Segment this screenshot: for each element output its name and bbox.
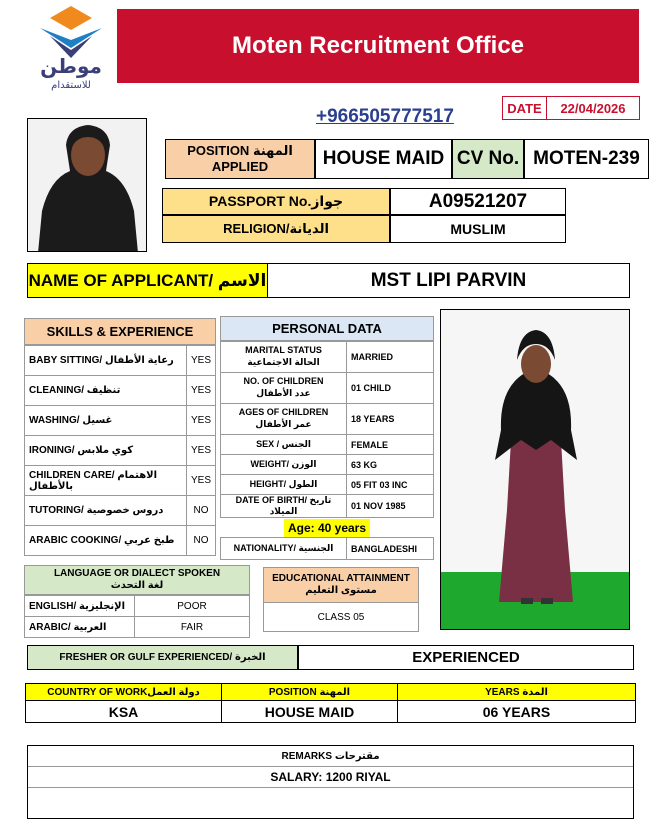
date-box — [502, 96, 640, 120]
ages-value: 18 YEARS — [347, 404, 434, 435]
dob-label: DATE OF BIRTH/ تاريخ الميلاد — [221, 495, 347, 518]
applicant-name: MST LIPI PARVIN — [370, 269, 527, 291]
table-row — [25, 596, 250, 617]
ages-label-en: AGES OF CHILDREN — [238, 407, 329, 418]
table-row — [25, 617, 250, 638]
religion-label: RELIGION/الديانة — [162, 215, 390, 243]
language-title-ar: لغة التحدث — [110, 580, 164, 591]
education-title-en: EDUCATIONAL ATTAINMENT — [272, 572, 410, 584]
skill-value: YES — [186, 436, 215, 466]
language-table — [24, 595, 250, 638]
table-row — [25, 406, 216, 436]
skill-value: YES — [186, 346, 215, 376]
skill-label: ARABIC COOKING/ طبخ عربي — [25, 526, 187, 556]
table-row — [221, 404, 434, 435]
table-row — [221, 538, 434, 560]
logo-text: موطن — [40, 54, 102, 78]
religion-value: MUSLIM — [390, 215, 566, 243]
experience-value: EXPERIENCED — [298, 645, 634, 670]
dob-value: 01 NOV 1985 — [347, 495, 434, 518]
office-title-banner — [117, 9, 639, 83]
office-title: Moten Recruitment Office — [231, 32, 525, 59]
table-row — [221, 373, 434, 404]
marital-label-ar: الحالة الاجتماعية — [247, 357, 320, 367]
table-header-row — [26, 684, 636, 701]
cv-label: CV No. — [452, 139, 524, 179]
skill-label: CHILDREN CARE/ الاهتمام بالأطفال — [25, 466, 187, 496]
children-value: 01 CHILD — [347, 373, 434, 404]
passport-value: A09521207 — [390, 188, 566, 215]
table-row — [25, 526, 216, 556]
marital-label-en: MARITAL STATUS — [245, 345, 322, 356]
skill-value: YES — [186, 406, 215, 436]
applicant-name-label: NAME OF APPLICANT/ الاسم — [28, 264, 268, 297]
nationality-value: BANGLADESHI — [347, 538, 434, 560]
skill-label: BABY SITTING/ رعاية الأطفال — [25, 346, 187, 376]
work-header-country: COUNTRY OF WORKدولة العمل — [26, 684, 222, 701]
phone-link[interactable]: +966505777517 — [316, 106, 454, 127]
table-row — [25, 436, 216, 466]
personal-data-section — [220, 316, 434, 560]
language-section — [24, 565, 250, 638]
language-value: POOR — [135, 596, 250, 617]
language-label: ENGLISH/ الإنجليزية — [25, 596, 135, 617]
skills-table — [24, 345, 216, 556]
salary-text: SALARY: 1200 RIYAL — [28, 767, 633, 788]
work-history-table — [25, 683, 636, 723]
table-row — [221, 342, 434, 373]
company-logo — [30, 6, 112, 98]
skill-label: TUTORING/ دروس خصوصية — [25, 496, 187, 526]
weight-value: 63 KG — [347, 455, 434, 475]
cv-value: MOTEN-239 — [524, 139, 649, 179]
age-highlight: Age: 40 years — [284, 519, 370, 537]
personal-data-table — [220, 341, 434, 560]
marital-value: MARRIED — [347, 342, 434, 373]
table-row — [26, 701, 636, 723]
ages-label-ar: عمر الأطفال — [255, 419, 312, 429]
children-label-en: NO. OF CHILDREN — [243, 376, 324, 387]
passport-label: PASSPORT No.جواز — [162, 188, 390, 215]
height-label: HEIGHT/ الطول — [221, 475, 347, 495]
height-value: 05 FIT 03 INC — [347, 475, 434, 495]
skill-label: CLEANING/ تنظيف — [25, 376, 187, 406]
remarks-title: REMARKS مقترحات — [28, 746, 633, 767]
applicant-portrait-photo — [27, 118, 147, 252]
table-row — [25, 496, 216, 526]
skill-label: IRONING/ كوي ملابس — [25, 436, 187, 466]
work-header-years: YEARS المدة — [398, 684, 636, 701]
skill-value: YES — [186, 376, 215, 406]
skill-value: NO — [186, 496, 215, 526]
table-row — [221, 435, 434, 455]
applicant-fullbody-photo — [440, 309, 630, 630]
table-row — [221, 495, 434, 518]
personal-data-title: PERSONAL DATA — [220, 316, 434, 341]
table-row — [221, 518, 434, 538]
applicant-name-row — [27, 263, 630, 298]
nationality-label: NATIONALITY/ الجنسية — [221, 538, 347, 560]
skill-value: NO — [186, 526, 215, 556]
position-label-ar: المهنة — [252, 142, 293, 158]
skills-section — [24, 318, 216, 556]
table-row — [221, 455, 434, 475]
table-row — [25, 346, 216, 376]
education-value: CLASS 05 — [263, 603, 419, 632]
table-row — [25, 466, 216, 496]
sex-label: SEX / الجنس — [221, 435, 347, 455]
position-label-cell — [165, 139, 315, 179]
date-label: DATE — [503, 97, 547, 119]
work-position: HOUSE MAID — [222, 701, 398, 723]
language-label: ARABIC/ العربية — [25, 617, 135, 638]
children-label-ar: عدد الأطفال — [256, 388, 311, 398]
work-country: KSA — [26, 701, 222, 723]
education-title-ar: مستوى التعليم — [305, 585, 377, 596]
position-label-en2: APPLIED — [211, 159, 269, 174]
work-years: 06 YEARS — [398, 701, 636, 723]
language-title-en: LANGUAGE OR DIALECT SPOKEN — [53, 567, 221, 579]
table-row — [221, 475, 434, 495]
skill-value: YES — [186, 466, 215, 496]
table-row — [25, 376, 216, 406]
work-header-position: POSITION المهنة — [222, 684, 398, 701]
skill-label: WASHING/ غسيل — [25, 406, 187, 436]
sex-value: FEMALE — [347, 435, 434, 455]
language-value: FAIR — [135, 617, 250, 638]
date-value: 22/04/2026 — [560, 100, 626, 116]
position-value: HOUSE MAID — [315, 139, 452, 179]
skills-title: SKILLS & EXPERIENCE — [24, 318, 216, 345]
remarks-section — [27, 745, 634, 819]
experience-label: FRESHER OR GULF EXPERIENCED/ الخبرة — [27, 645, 298, 670]
logo-subtext: للاستقدام — [51, 80, 91, 91]
weight-label: WEIGHT/ الوزن — [221, 455, 347, 475]
education-section — [263, 567, 419, 632]
position-label-en: POSITION — [187, 142, 250, 158]
